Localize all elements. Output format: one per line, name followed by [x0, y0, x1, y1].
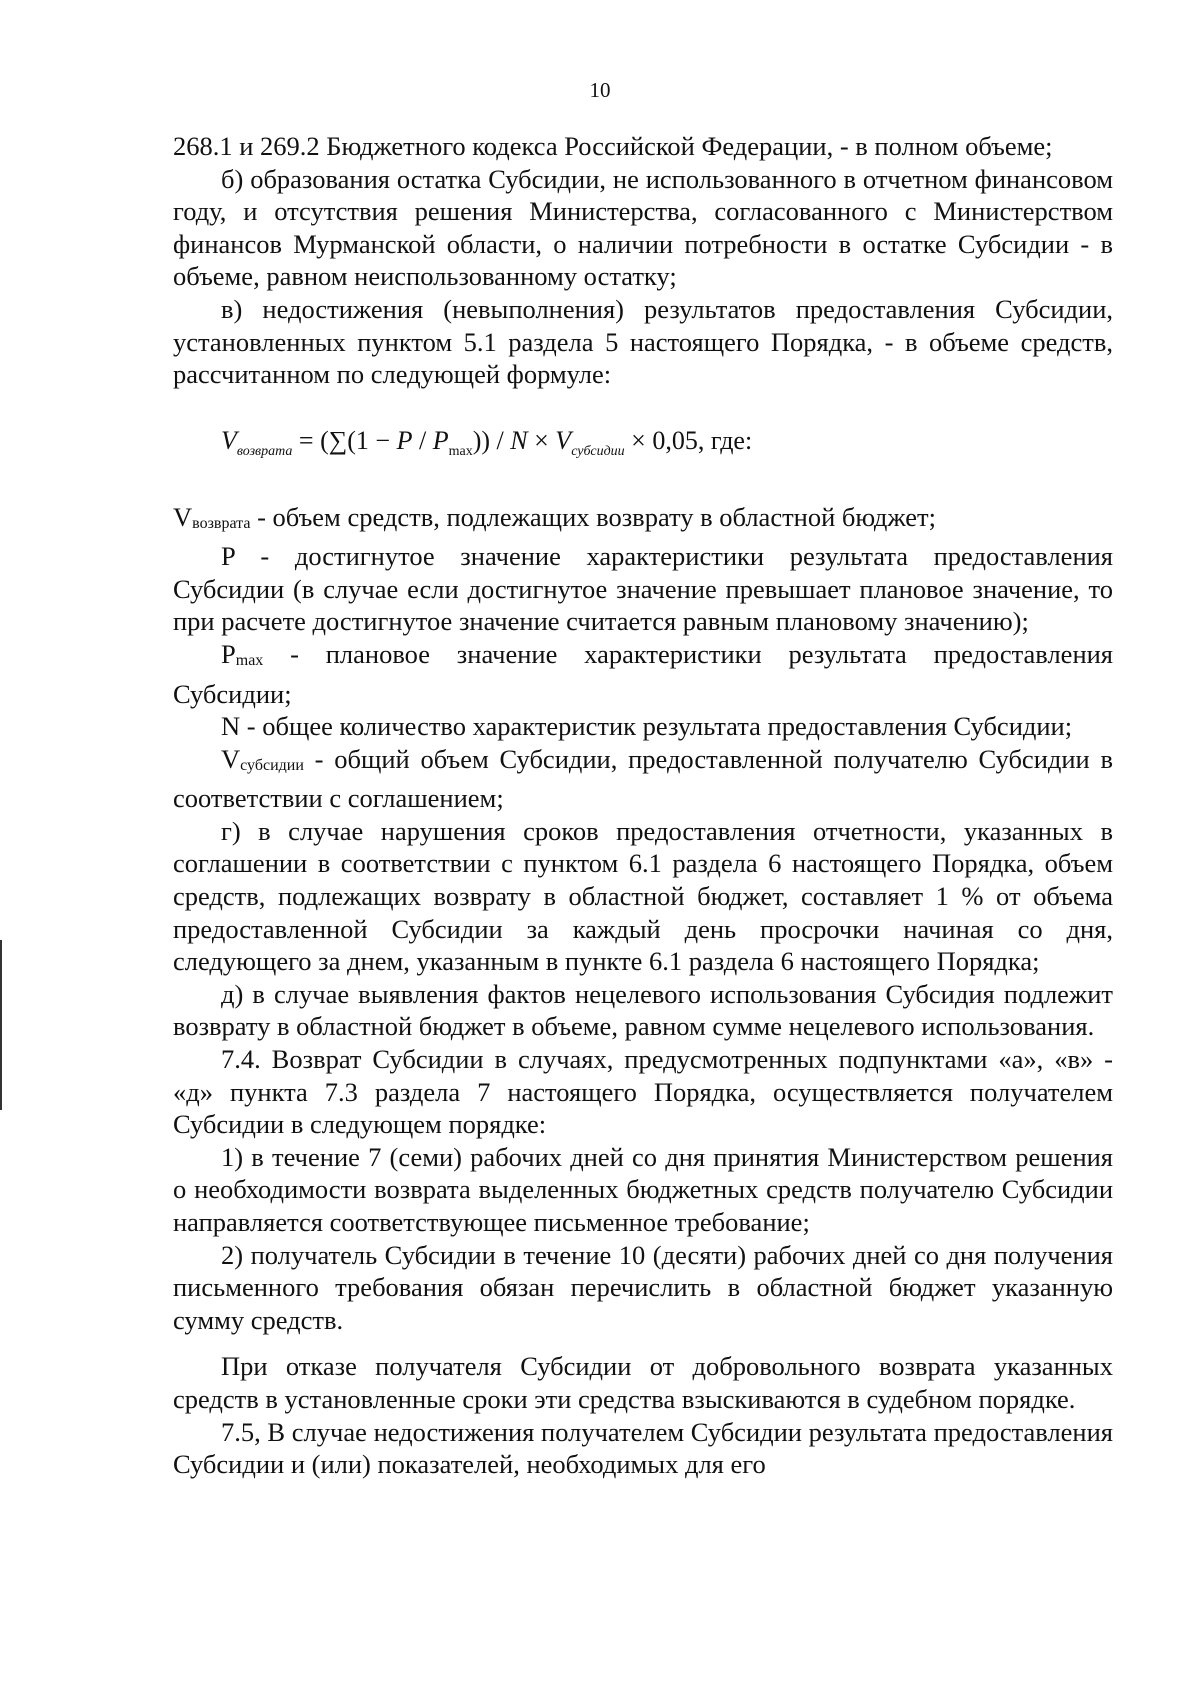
formula-times: × — [527, 425, 556, 455]
formula-slash: / — [412, 425, 433, 455]
definition-v-subsidii — [173, 743, 1113, 815]
paragraph-d: д) в случае выявления фактов нецелевого использования Субсидия подлежит возврату в областной бюджет в объеме, равном сумме нецелевого использования. — [173, 978, 1113, 1042]
paragraph-v: в) недостижения (невыполнения) результатов предоставления Субсидии, установленных пунктом 5.1 раздела 5 настоящего Порядка, - в объеме средств, рассчитанном по следующей формуле: — [173, 293, 1113, 390]
def-vs-text: - общий объем Субсидии, предоставленной получателю Субсидии в соответствии с соглашением; — [173, 743, 1113, 814]
formula-vs-var: V — [555, 425, 572, 455]
formula-pmax-var: P — [432, 425, 449, 455]
def-vs-sub: субсидии — [240, 756, 304, 774]
paragraph-7-5: 7.5, В случае недостижения получателем Субсидии результата предоставления Субсидии и (или) показателей, необходимых для его — [173, 1416, 1113, 1480]
formula-lhs-sub: возврата — [236, 443, 293, 459]
formula-eq-open: = (∑(1 − — [292, 425, 397, 455]
page-number: 10 — [589, 78, 611, 102]
def-pmax-text: - плановое значение характеристики результата предоставления Субсидии; — [173, 638, 1113, 709]
paragraph-g: г) в случае нарушения сроков предоставления отчетности, указанных в соглашении в соответствии с пунктом 6.1 раздела 6 настоящего Порядка, объем средств, подлежащих возврату в областной бюджет, составляет 1 % от объема предоставленной Субсидии за каждый день просрочки начиная со дня, следующего за днем, указанным в пункте 6.1 раздела 6 настоящего Порядка; — [173, 815, 1113, 977]
formula-pmax-sub: max — [448, 443, 473, 459]
definition-v-vozvrata — [173, 501, 1113, 541]
paragraph-7-4: 7.4. Возврат Субсидии в случаях, предусмотренных подпунктами «а», «в» - «д» пункта 7.3 раздела 7 настоящего Порядка, осуществляется получателем Субсидии в следующем порядке: — [173, 1044, 1113, 1140]
formula-lhs-var: V — [221, 425, 237, 455]
def-v-sub: возврата — [192, 514, 251, 532]
definition-pmax — [173, 638, 1113, 710]
definition-n: N - общее количество характеристик результата предоставления Субсидии; — [221, 711, 1073, 742]
formula-p-var: P — [396, 425, 413, 455]
document-body — [173, 130, 1113, 1481]
formula-vs-sub: субсидии — [571, 443, 625, 459]
paragraph-item-1: 1) в течение 7 (семи) рабочих дней со дня принятия Министерством решения о необходимости возврата выделенных бюджетных средств получателю Субсидии направляется соответствующее письменное требование; — [173, 1141, 1113, 1237]
paragraph-b: б) образования остатка Субсидии, не использованного в отчетном финансовом году, и отсутствия решения Министерства, согласованного с Министерством финансов Мурманской области, о наличии потребности в остатке Субсидии - в объеме, равном неиспользованному остатку; — [173, 163, 1113, 292]
definition-p: P - достигнутое значение характеристики результата предоставления Субсидии (в случае если достигнутое значение превышает плановое значение, то при расчете достигнутое значение считается равным плановому значению); — [173, 541, 1113, 637]
formula-mid: )) / — [472, 425, 511, 455]
def-pmax-sub: max — [235, 651, 264, 669]
def-pmax-main: P — [221, 638, 236, 669]
def-v-main: V — [173, 501, 193, 532]
paragraph-item-2: 2) получатель Субсидии в течение 10 (десяти) рабочих дней со дня получения письменного требования обязан перечислить в областной бюджет указанную сумму средств. — [173, 1239, 1113, 1335]
formula-tail: × 0,05, где: — [624, 425, 753, 455]
formula-n-var: N — [510, 425, 528, 455]
def-v-text: - объем средств, подлежащих возврату в областной бюджет; — [250, 501, 936, 532]
paragraph-refusal: При отказе получателя Субсидии от добровольного возврата указанных средств в установленные сроки эти средства взыскиваются в судебном порядке. — [173, 1351, 1113, 1414]
def-vs-main: V — [221, 743, 241, 774]
formula — [221, 425, 1113, 469]
paragraph-continuation: 268.1 и 269.2 Бюджетного кодекса Российской Федерации, - в полном объеме; — [173, 131, 1053, 161]
scan-edge-line — [0, 940, 2, 1110]
